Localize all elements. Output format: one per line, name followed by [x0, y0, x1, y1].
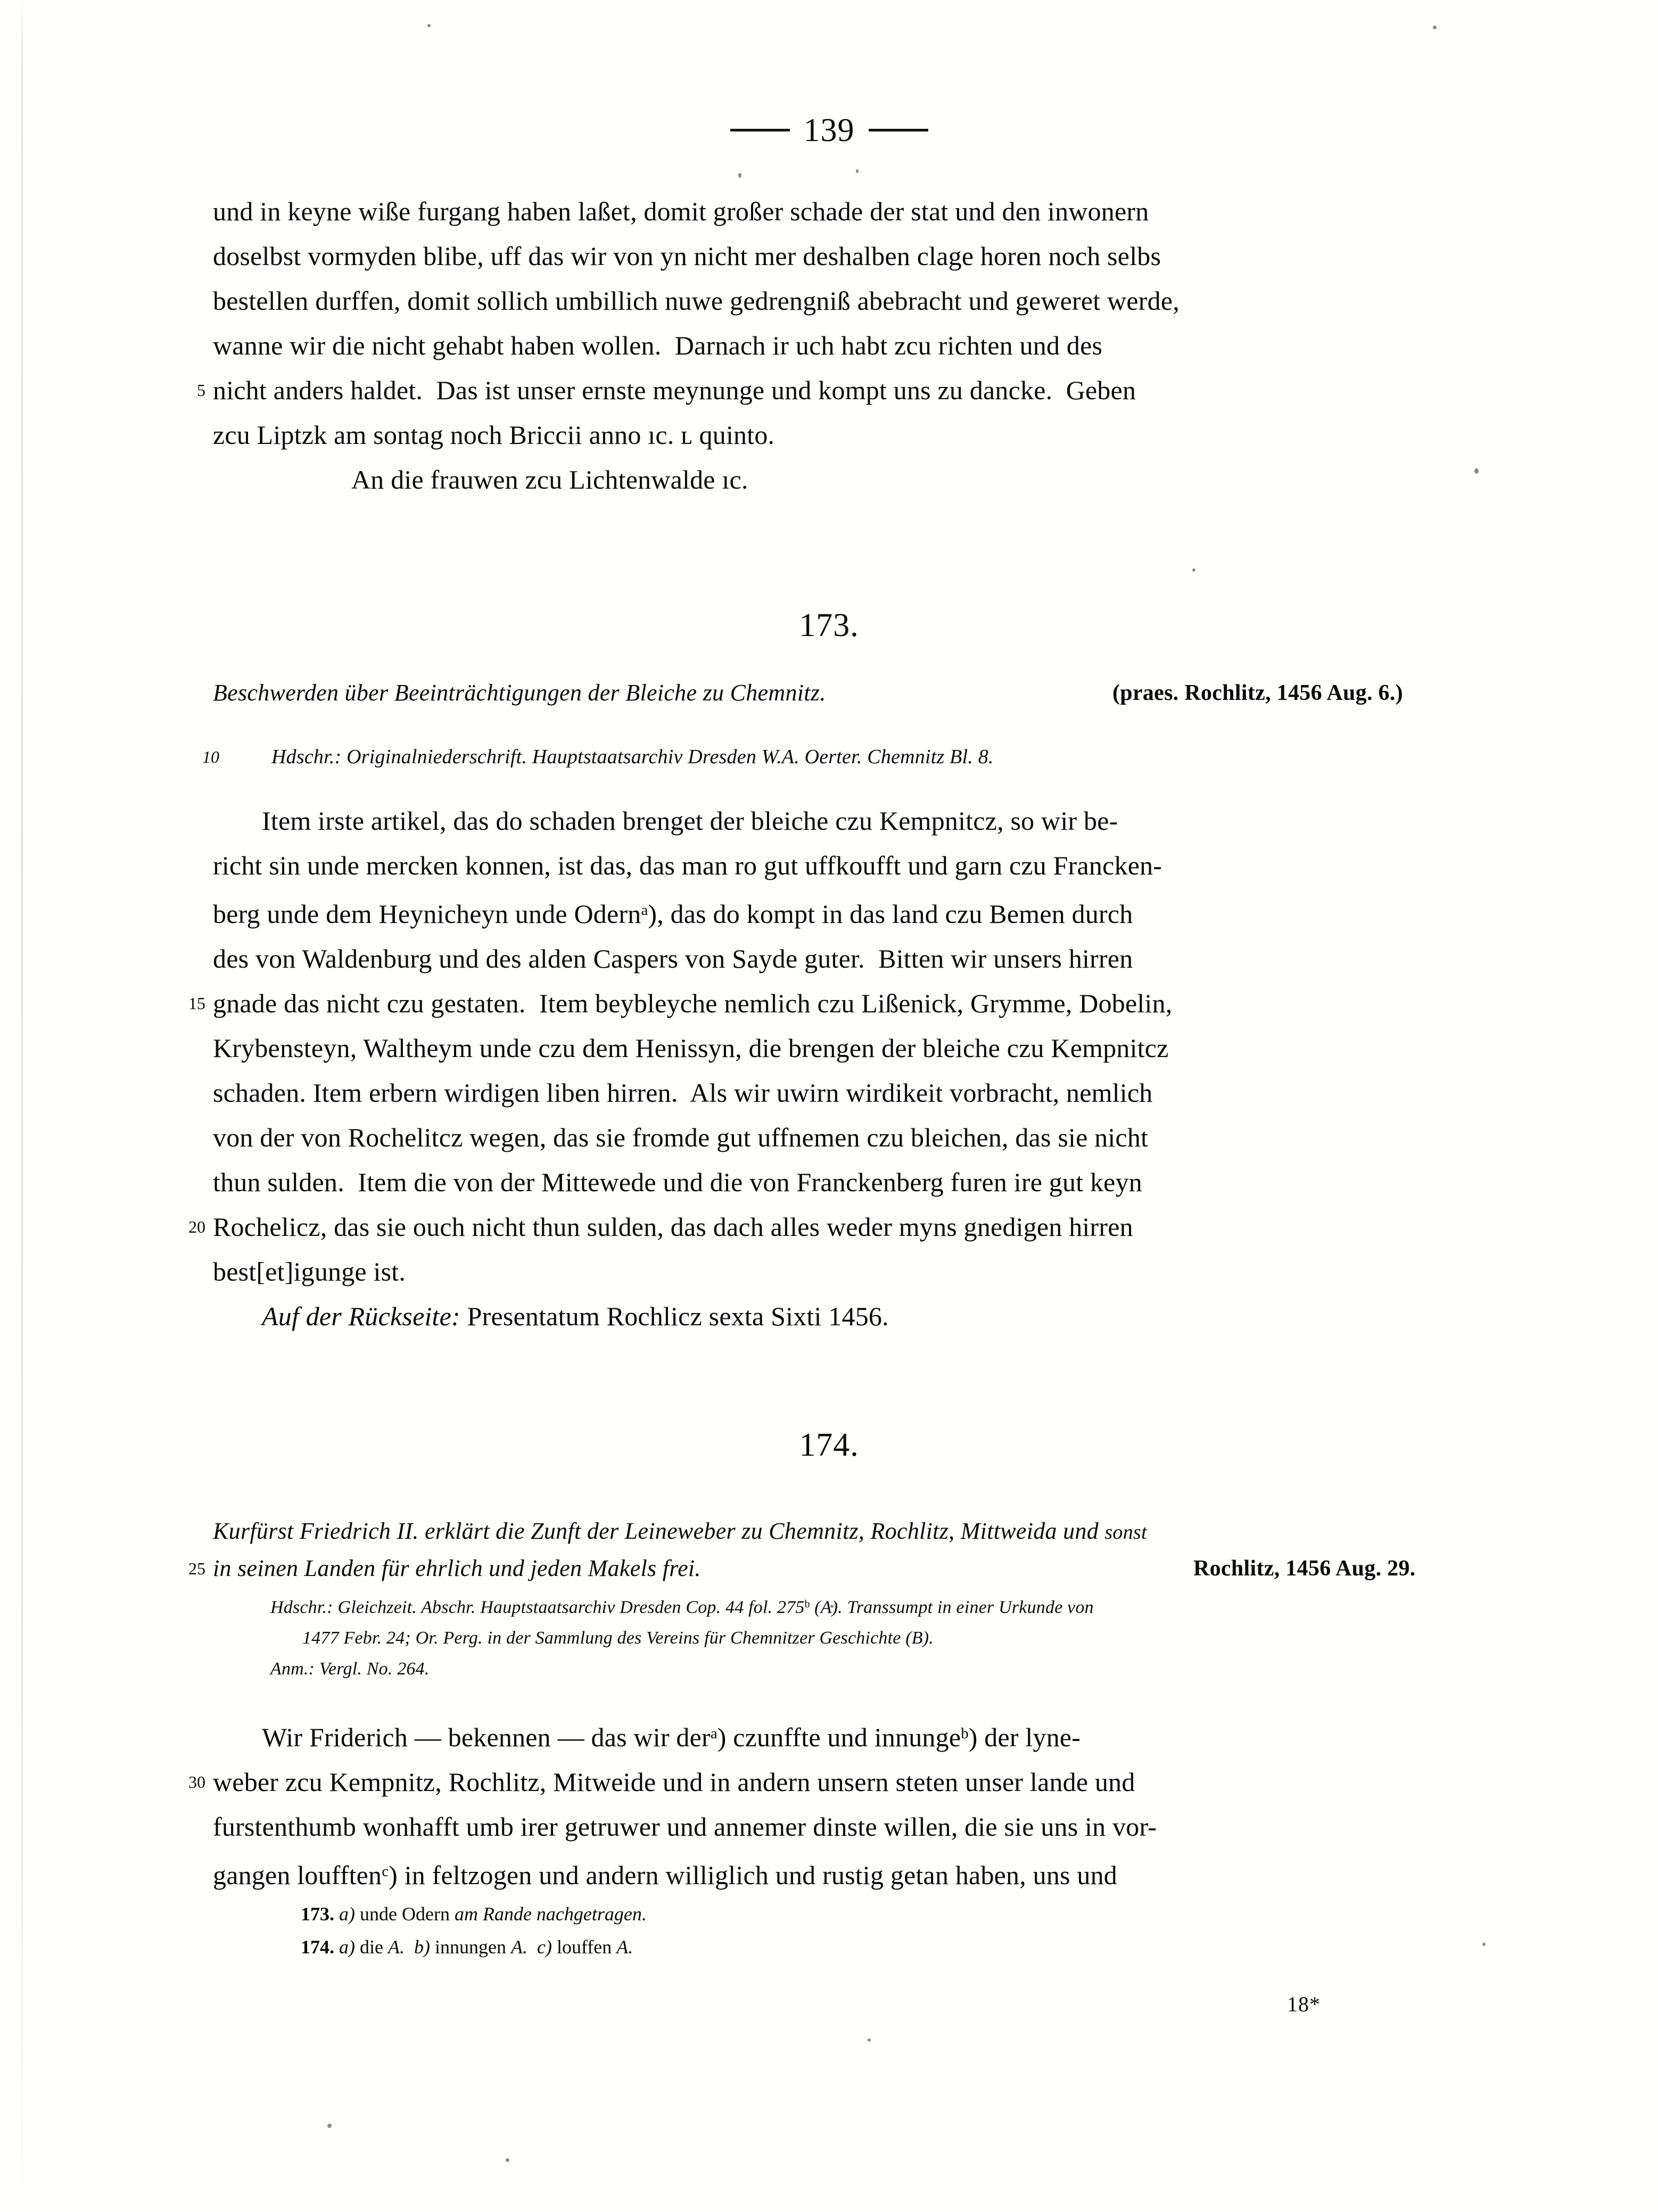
text-segment: berg unde dem Heynicheyn unde Odern — [213, 899, 641, 929]
text-line — [213, 234, 1453, 278]
text-line-content: Item irste artikel, das do schaden brenget der bleiche czu Kempnitcz, so wir be- — [262, 806, 1118, 836]
text-segment: Wir Friderich — bekennen — das wir der — [262, 1722, 711, 1753]
scan-speck — [738, 173, 741, 178]
regest-174-line2-text: in seinen Landen für ehrlich und jeden Makels frei. — [213, 1555, 701, 1581]
text-line — [188, 1760, 1453, 1804]
footnote-doc-number: 173. — [301, 1903, 334, 1925]
text-line-content: furstenthumb wonhafft umb irer getruwer und annemer dinste willen, die sie uns in vor- — [213, 1812, 1157, 1842]
line-number-5: 5 — [197, 381, 205, 400]
footnote-source-sigil: A. — [616, 1936, 633, 1958]
text-line-content — [213, 888, 1133, 936]
text-line — [188, 1204, 1453, 1249]
text-segment: 1477 Febr. 24; Or. Perg. in der Sammlung des Vereins für Chemnitzer Geschichte (B). — [302, 1628, 934, 1648]
text-segment: ), das do kompt in das land czu Bemen durch — [648, 899, 1133, 929]
source-note-174 — [270, 1589, 1473, 1685]
document-number-173-text: 173. — [799, 607, 859, 643]
text-segment: Hdschr.: Gleichzeit. Abschr. Hauptstaatsarchiv Dresden Cop. 44 fol. 275 — [270, 1597, 805, 1617]
footnote-lemma: unde Odern — [360, 1903, 450, 1925]
text-line — [213, 1160, 1453, 1204]
line-number-20: 20 — [188, 1217, 205, 1237]
body-173 — [188, 798, 1453, 1339]
text-segment: ) czunffte und innunge — [717, 1722, 961, 1753]
footnote-apparatus — [301, 1897, 1418, 1963]
footnote-marker-a: a — [641, 902, 648, 919]
footnote-lemma: louffen — [556, 1936, 612, 1958]
body-173-lines — [188, 798, 1453, 1339]
footnote-row-173 — [301, 1897, 1418, 1930]
footnote-marker-a: a — [710, 1725, 717, 1742]
address-line — [213, 457, 1453, 502]
text-line-content: gnade das nicht czu gestaten. Item beybleyche nemlich czu Lißenick, Grymme, Dobelin, — [213, 988, 1173, 1019]
text-line-content: zcu Liptzk am sontag noch Briccii anno ıc. ʟ quinto. — [213, 420, 775, 450]
footnote-doc-number: 174. — [301, 1936, 334, 1958]
source-note-174-line1 — [270, 1589, 1473, 1623]
line-number-10: 10 — [202, 747, 219, 766]
footnote-lemma: die — [360, 1936, 383, 1958]
text-line — [213, 888, 1453, 936]
source-note-173 — [202, 740, 1453, 774]
scan-speck — [856, 169, 859, 173]
text-line — [213, 1249, 1453, 1294]
text-line-content: wanne wir die nicht gehabt haben wollen. Darnach ir uch habt zcu richten und des — [213, 331, 1103, 360]
text-line — [213, 798, 1453, 843]
text-line — [188, 981, 1453, 1026]
text-line — [213, 1070, 1453, 1115]
scan-speck — [1192, 568, 1195, 572]
text-line — [213, 189, 1453, 234]
folio-superscript-b: b — [804, 1598, 810, 1610]
page-edge-shadow — [21, 0, 23, 2212]
text-line — [213, 1804, 1453, 1849]
page-folio-number — [0, 112, 1658, 150]
text-line-content: doselbst vormyden blibe, uff das wir von yn nicht mer deshalben clage horen noch selbs — [213, 241, 1161, 271]
regest-173 — [213, 673, 1065, 713]
footnote-row-174 — [301, 1930, 1418, 1963]
scan-speck — [868, 2038, 871, 2042]
footnote-lemma: innungen — [434, 1936, 506, 1958]
body-174-lines — [188, 1711, 1453, 1897]
dorsal-note-line — [213, 1294, 1453, 1339]
text-segment: gangen loufften — [213, 1860, 382, 1891]
dorsal-note-label: Auf der Rückseite: — [262, 1301, 460, 1332]
text-line-content: nicht anders haldet. Das ist unser ernste meynunge und kompt uns zu dancke. Geben — [213, 375, 1136, 405]
text-line-content: best[et]igunge ist. — [213, 1257, 406, 1287]
text-line — [213, 1711, 1453, 1760]
text-line-content: des von Waldenburg und des alden Caspers von Sayde guter. Bitten wir unsers hirren — [213, 944, 1133, 974]
text-segment: ) der lyne- — [968, 1722, 1081, 1753]
dorsal-note-text: Presentatum Rochlicz sexta Sixti 1456. — [467, 1301, 889, 1332]
footnote-marker-a: a) — [339, 1903, 355, 1925]
text-line — [197, 368, 1453, 412]
text-line — [213, 1115, 1453, 1160]
footnote-marker-a: a) — [339, 1936, 355, 1958]
footnote-comment: am Rande nachgetragen. — [454, 1903, 647, 1925]
scan-speck — [1433, 26, 1437, 29]
source-note-173-text: Hdschr.: Originalniederschrift. Hauptstaatsarchiv Dresden W.A. Oerter. Chemnitz Bl. 8. — [271, 746, 994, 768]
regest-174-line2 — [188, 1549, 1065, 1588]
footnote-marker-c: c — [382, 1863, 389, 1880]
dateline-173 — [1112, 673, 1403, 713]
text-line-content: von der von Rochelitcz wegen, das sie fromde gut uffnemen czu bleichen, das sie nicht — [213, 1122, 1149, 1153]
scan-speck — [1482, 1943, 1486, 1946]
text-line-content: und in keyne wiße furgang haben laßet, domit großer schade der stat und den inwonern — [213, 196, 1149, 226]
text-line — [213, 1849, 1453, 1897]
line-number-15: 15 — [188, 994, 205, 1013]
letter-tail-lines — [197, 189, 1453, 502]
scan-speck — [427, 24, 431, 27]
printers-signature-mark — [1287, 1992, 1321, 2017]
scan-speck — [327, 2124, 332, 2128]
text-segment: Anm.: Vergl. No. 264. — [270, 1659, 430, 1679]
footnote-marker-b: b) — [414, 1936, 430, 1958]
text-line-content — [213, 1849, 1117, 1897]
scan-speck — [1474, 468, 1479, 474]
text-line-content: Rochelicz, das sie ouch nicht thun sulden, das dach alles weder myns gnedigen hirren — [213, 1212, 1133, 1242]
letter-tail-paragraph — [197, 189, 1453, 502]
folio-rule-right — [869, 129, 928, 131]
text-line — [213, 843, 1453, 888]
source-note-174-line3 — [270, 1654, 1473, 1685]
text-line — [213, 323, 1453, 368]
document-number-174-text: 174. — [799, 1427, 859, 1463]
footnote-marker-c: c) — [537, 1936, 552, 1958]
line-number-30: 30 — [188, 1772, 205, 1792]
dateline-174 — [1193, 1549, 1416, 1588]
document-number-174 — [0, 1426, 1658, 1464]
text-line-content: weber zcu Kempnitz, Rochlitz, Mitweide und in andern unsern steten unser lande und — [213, 1767, 1135, 1797]
text-line — [213, 278, 1453, 323]
folio-number-text: 139 — [803, 112, 855, 148]
dateline-174-text: Rochlitz, 1456 Aug. 29. — [1193, 1556, 1416, 1581]
body-174 — [188, 1711, 1453, 1897]
text-line-content: Krybensteyn, Waltheym unde czu dem Henissyn, die brengen der bleiche czu Kempnitcz — [213, 1033, 1169, 1063]
footnote-source-sigil: A. — [510, 1936, 527, 1958]
footnote-source-sigil: A. — [387, 1936, 405, 1958]
scan-speck — [506, 2158, 509, 2162]
text-line-content: thun sulden. Item die von der Mittewede und die von Franckenberg furen ire gut keyn — [213, 1167, 1142, 1198]
text-segment: ) in feltzogen und andern williglich und rustig getan haben, uns und — [389, 1860, 1117, 1891]
text-line — [213, 936, 1453, 981]
text-line — [213, 1026, 1453, 1070]
folio-rule-left — [730, 129, 790, 131]
regest-174-line1-tail: sonst — [1104, 1521, 1147, 1544]
regest-174-line1-text: Kurfürst Friedrich II. erklärt die Zunft der Leineweber zu Chemnitz, Rochlitz, Mittweida und — [213, 1518, 1105, 1544]
text-line-content: schaden. Item erbern wirdigen liben hirren. Als wir uwirn wirdikeit vorbracht, nemlich — [213, 1078, 1153, 1108]
dateline-173-text: (praes. Rochlitz, 1456 Aug. 6.) — [1112, 681, 1403, 705]
text-line-content: richt sin unde mercken konnen, ist das, das man ro gut uffkoufft und garn czu Francken- — [213, 851, 1162, 880]
printers-signature-text: 18* — [1287, 1992, 1321, 2016]
address-text: An die frauwen zcu Lichtenwalde ıc. — [351, 465, 748, 494]
text-line-content — [262, 1711, 1080, 1760]
regest-174-line1 — [213, 1512, 1458, 1552]
source-note-174-line2 — [270, 1623, 1473, 1654]
text-line-content: bestellen durffen, domit sollich umbillich nuwe gedrengniß abebracht und geweret werde, — [213, 286, 1179, 316]
document-number-173 — [0, 607, 1658, 645]
text-line — [213, 412, 1453, 457]
text-segment: (A). Transsumpt in einer Urkunde von — [810, 1597, 1094, 1617]
regest-173-text: Beschwerden über Beeinträchtigungen der Bleiche zu Chemnitz. — [213, 680, 826, 706]
line-number-25: 25 — [188, 1559, 205, 1578]
footnote-marker-b: b — [961, 1725, 969, 1742]
